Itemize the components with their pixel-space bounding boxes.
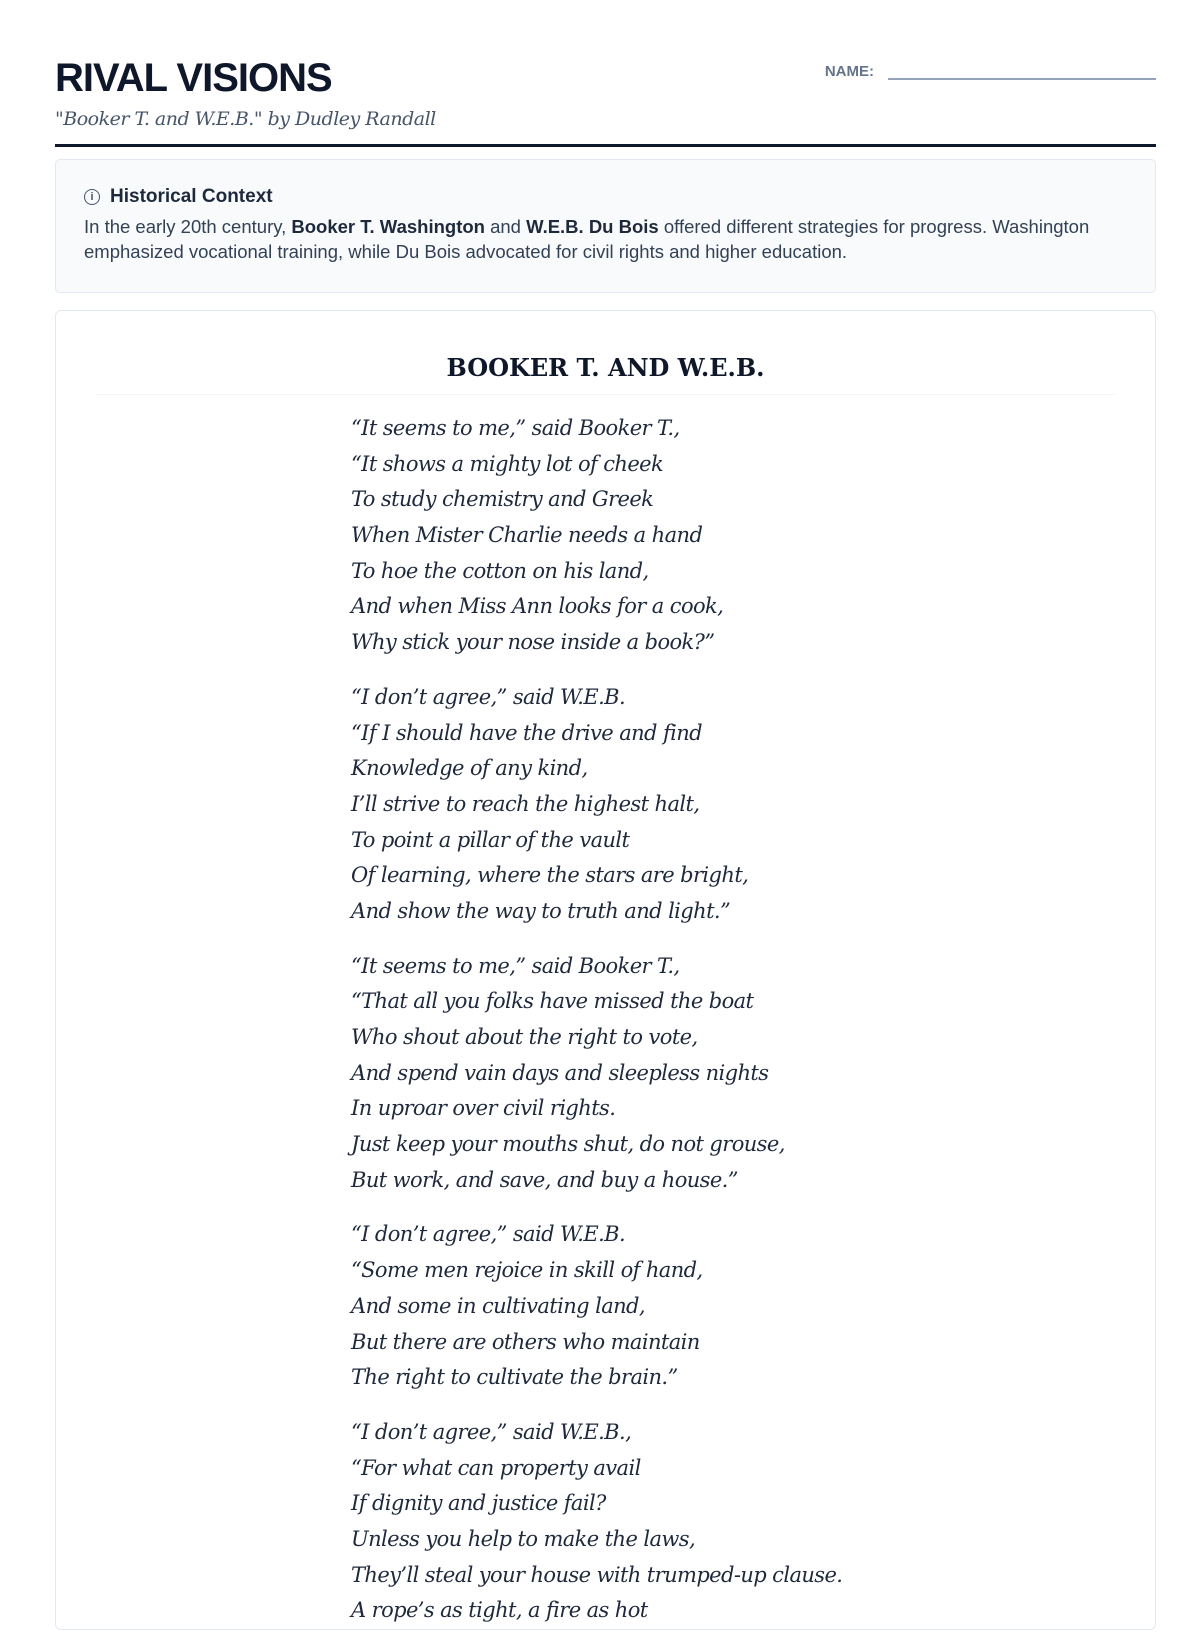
poem-line: “It seems to me,” said Booker T.,: [351, 953, 680, 978]
poem-line: And spend vain days and sleepless nights: [351, 1060, 769, 1085]
poem-stanza: [351, 680, 842, 930]
poem-line: Why stick your nose inside a book?”: [351, 630, 715, 655]
context-heading: [84, 186, 1127, 208]
poem-line: Of learning, where the stars are bright,: [351, 863, 749, 888]
poem-line: To hoe the cotton on his land,: [351, 558, 649, 583]
page-subtitle: "Booker T. and W.E.B." by Dudley Randall: [55, 108, 436, 130]
poem-line: The right to cultivate the brain.”: [351, 1365, 678, 1390]
page-title: RIVAL VISIONS: [55, 56, 332, 100]
poem-line: To point a pillar of the vault: [351, 827, 630, 852]
worksheet-header: [55, 52, 1156, 147]
poem-stanza: [351, 411, 842, 661]
poem-line: “I don’t agree,” said W.E.B.: [351, 1222, 626, 1247]
poem-line: Unless you help to make the laws,: [351, 1526, 696, 1551]
poem-card: [55, 310, 1156, 1630]
poem-text: [351, 411, 842, 1648]
poem-stanza: [351, 1415, 842, 1629]
name-input-line[interactable]: [888, 58, 1156, 80]
poem-line: I’ll strive to reach the highest halt,: [351, 791, 700, 816]
poem-line: “Some men rejoice in skill of hand,: [351, 1258, 703, 1283]
poem-line: A rope’s as tight, a fire as hot: [351, 1598, 648, 1623]
name-label: NAME:: [824, 63, 874, 80]
poem-line: “For what can property avail: [351, 1455, 641, 1480]
poem-line: But work, and save, and buy a house.”: [351, 1167, 738, 1192]
context-bold-dubois: W.E.B. Du Bois: [526, 216, 659, 237]
historical-context-box: [55, 159, 1156, 293]
poem-stanza: [351, 1217, 842, 1395]
context-text: In the early 20th century,: [84, 216, 292, 237]
poem-line: But there are others who maintain: [351, 1329, 700, 1354]
name-field-group: [825, 58, 1156, 80]
poem-line: “I don’t agree,” said W.E.B.: [351, 684, 626, 709]
poem-line: Knowledge of any kind,: [351, 756, 588, 781]
poem-line: “I don’t agree,” said W.E.B.,: [351, 1419, 632, 1444]
poem-line: And when Miss Ann looks for a cook,: [351, 594, 724, 619]
info-icon: i: [84, 189, 100, 205]
poem-line: In uproar over civil rights.: [351, 1096, 616, 1121]
context-body: [84, 214, 1127, 264]
poem-line: Who shout about the right to vote,: [351, 1025, 698, 1049]
poem-line: They’ll steal your house with trumped-up clause.: [351, 1562, 843, 1587]
poem-line: And some in cultivating land,: [351, 1293, 645, 1318]
poem-line: To study chemistry and Greek: [351, 487, 654, 512]
poem-line: And show the way to truth and light.”: [351, 898, 731, 923]
poem-stanza: [351, 949, 842, 1199]
poem-line: “If I should have the drive and find: [351, 720, 703, 745]
poem-line: “It shows a mighty lot of cheek: [351, 451, 664, 476]
poem-line: “That all you folks have missed the boat: [351, 989, 754, 1014]
poem-line: When Mister Charlie needs a hand: [351, 523, 703, 548]
poem-title: BOOKER T. AND W.E.B.: [96, 353, 1115, 395]
context-text: and: [484, 216, 527, 237]
context-bold-washington: Booker T. Washington: [291, 216, 485, 237]
poem-line: “It seems to me,” said Booker T.,: [351, 416, 680, 440]
context-heading-text: Historical Context: [110, 186, 273, 207]
context-text: offered different strategies for progress. Washington emphasized vocational training, while Du Bois advocated for civil rights and higher education.: [84, 216, 1090, 262]
poem-line: Just keep your mouths shut, do not grouse,: [351, 1132, 785, 1157]
poem-line: If dignity and justice fail?: [351, 1491, 606, 1516]
